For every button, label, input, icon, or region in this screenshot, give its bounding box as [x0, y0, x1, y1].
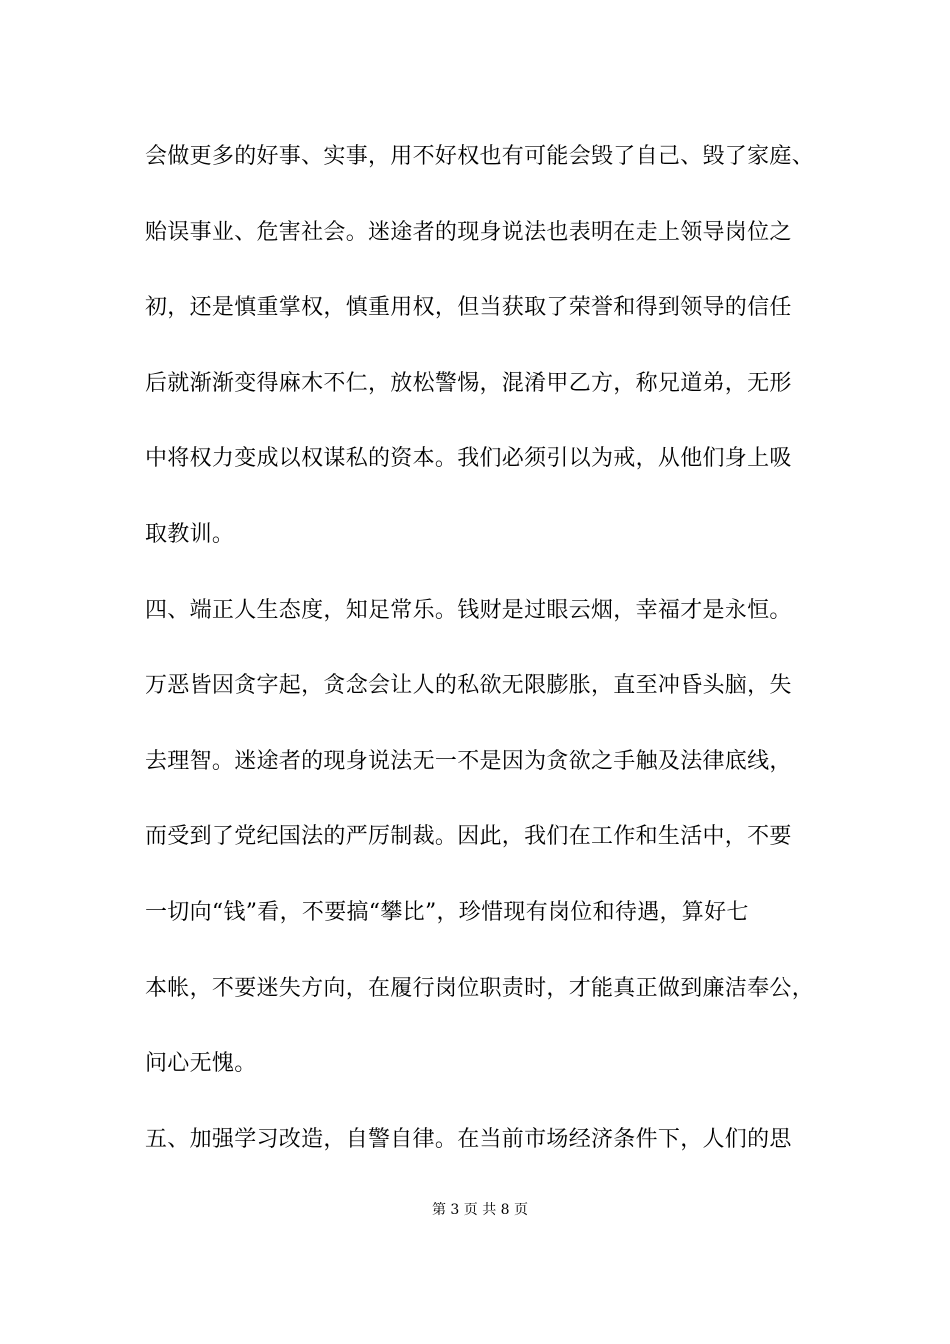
text-line: 问心无愧。	[145, 1051, 257, 1077]
text-line: 初，还是慎重掌权，慎重用权，但当获取了荣誉和得到领导的信任	[145, 295, 792, 321]
text-line: 中将权力变成以权谋私的资本。我们必须引以为戒，从他们身上吸	[145, 446, 792, 472]
page-footer	[0, 1200, 950, 1220]
page-number-label: 第 3 页 共 8 页	[431, 1202, 529, 1218]
body-text	[145, 133, 835, 1191]
text-line: 贻误事业、危害社会。迷途者的现身说法也表明在走上领导岗位之	[145, 219, 792, 245]
text-line: 后就渐渐变得麻木不仁，放松警惕，混淆甲乙方，称兄道弟，无形	[145, 370, 792, 396]
text-line: 而受到了党纪国法的严厉制裁。因此，我们在工作和生活中，不要	[145, 824, 792, 850]
text-line: 五、加强学习改造，自警自律。在当前市场经济条件下，人们的思	[145, 1126, 792, 1152]
text-line: 去理智。迷途者的现身说法无一不是因为贪欲之手触及法律底线，	[145, 748, 792, 774]
text-line: 万恶皆因贪字起，贪念会让人的私欲无限膨胀，直至冲昏头脑，失	[145, 673, 792, 699]
text-line: 会做更多的好事、实事，用不好权也有可能会毁了自己、毁了家庭、	[145, 144, 815, 169]
text-line: 一切向“钱”看，不要搞“攀比”，珍惜现有岗位和待遇，算好七	[145, 899, 749, 925]
text-line: 四、端正人生态度，知足常乐。钱财是过眼云烟，幸福才是永恒。	[145, 597, 792, 623]
text-line: 本帐，不要迷失方向，在履行岗位职责时，才能真正做到廉洁奉公，	[145, 975, 815, 1001]
text-line: 取教训。	[145, 521, 235, 547]
